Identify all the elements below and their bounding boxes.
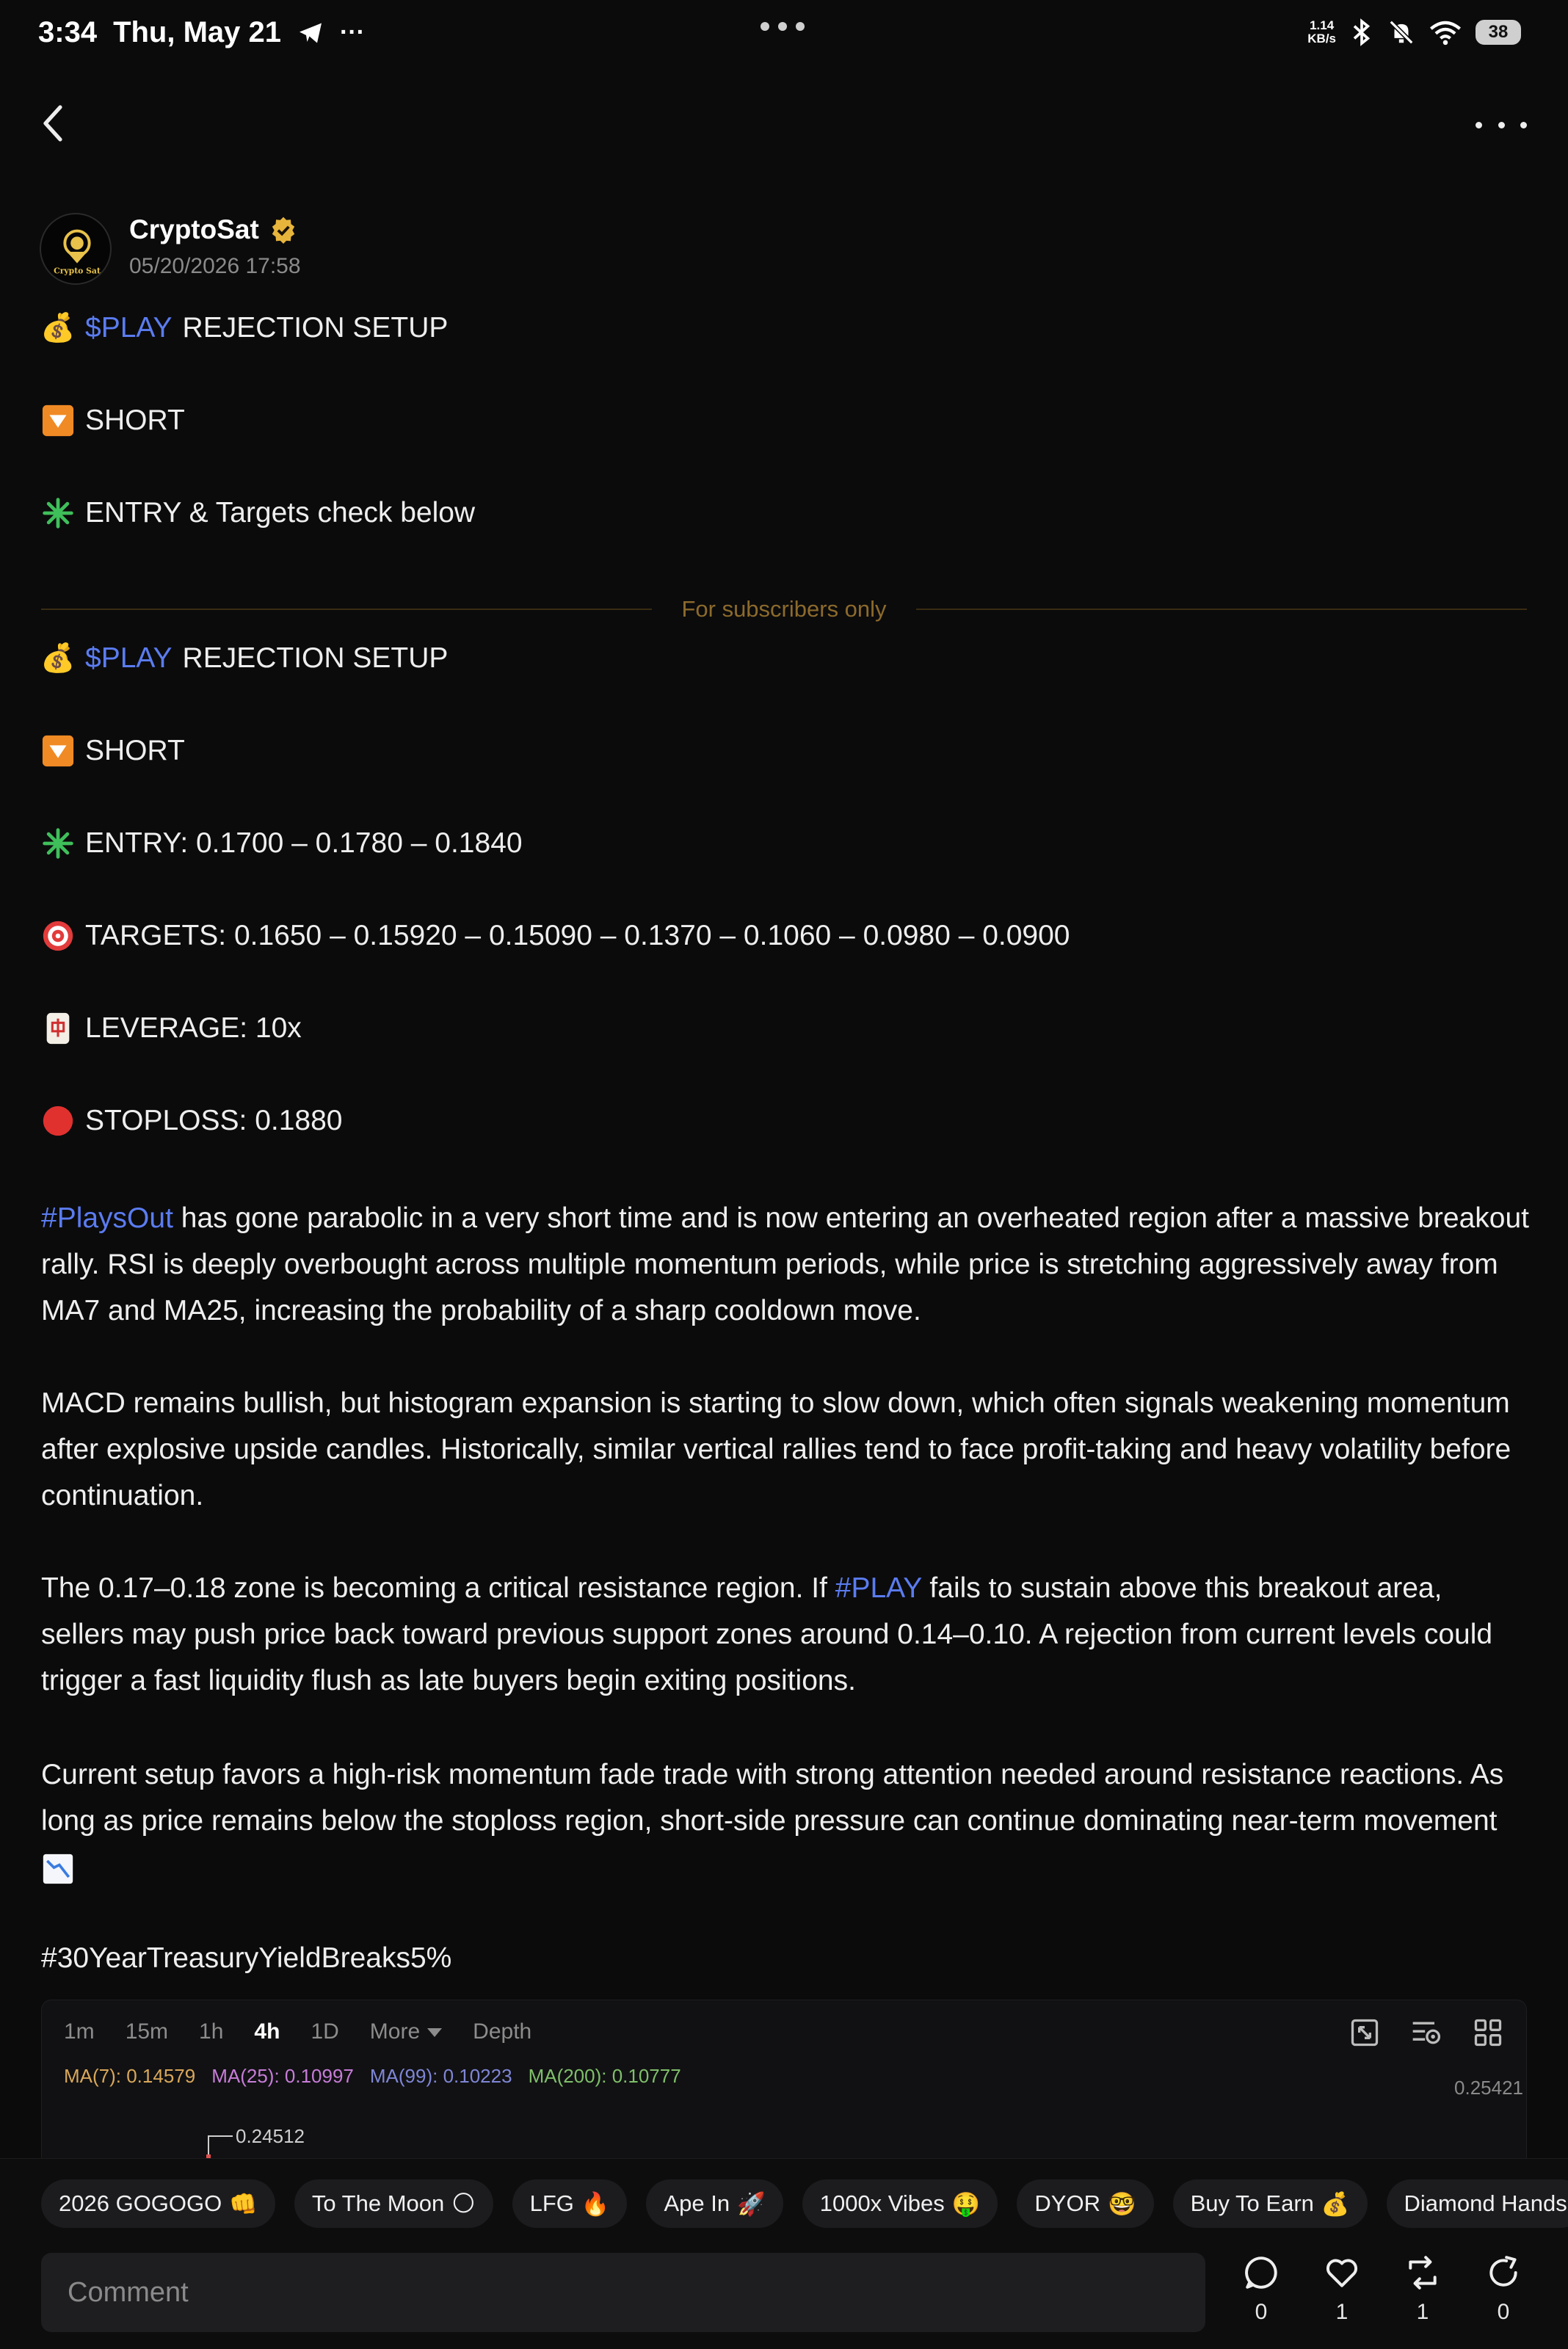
bluetooth-icon (1349, 18, 1374, 47)
ma7-label: MA(7): 0.14579 (64, 2065, 196, 2087)
indicator-settings-icon[interactable] (1410, 2016, 1442, 2049)
caret-down-icon (427, 2028, 442, 2037)
sparkle-icon (41, 496, 75, 530)
more-notifications-icon: ··· (340, 18, 365, 46)
status-right (1307, 18, 1521, 47)
reaction-chip[interactable]: 2026 GOGOGO 👊 (41, 2179, 275, 2228)
tab-depth[interactable]: Depth (473, 2019, 532, 2044)
price-axis-top-label: 0.25421 (1454, 2077, 1523, 2099)
share-icon (1485, 2254, 1522, 2291)
subscribers-divider: For subscribers only (41, 595, 1527, 624)
comment-input-wrapper (41, 2253, 1205, 2332)
comment-button[interactable] (1241, 2254, 1282, 2325)
post-actions (1241, 2254, 1524, 2325)
reaction-chip[interactable]: LFG 🔥 (512, 2179, 628, 2228)
price-chart[interactable] (41, 2000, 1527, 2168)
ma200-label: MA(200): 0.10777 (528, 2065, 681, 2087)
like-count: 1 (1335, 2300, 1349, 2324)
hashtag-link[interactable]: #PlaysOut (41, 1202, 173, 1234)
status-date: Thu, May 21 (113, 16, 282, 48)
like-button[interactable] (1321, 2254, 1362, 2325)
timeframe-bar (64, 2019, 562, 2044)
reaction-chip[interactable]: DYOR 🤓 (1017, 2179, 1153, 2228)
tab-1d[interactable]: 1D (311, 2019, 339, 2044)
reaction-chip[interactable]: Diamond Hands (1387, 2179, 1568, 2228)
red-circle-icon (41, 1104, 75, 1138)
bottom-action-panel (0, 2158, 1568, 2349)
target-icon (41, 919, 75, 953)
detail-line-targets: TARGETS: 0.1650 – 0.15920 – 0.15090 – 0.1370 – 0.1060 – 0.0980 – 0.0900 (41, 919, 1070, 953)
repost-button[interactable] (1402, 2254, 1443, 2325)
mahjong-tile-icon (41, 1012, 75, 1045)
battery-indicator: 38 (1476, 20, 1521, 45)
analysis-paragraph-2: MACD remains bullish, but histogram expansion is starting to slow down, which often signals weakening momentum after explosive upside candles. Historically, similar vertical rallies tend to face profit-taking and heavy volatility before continuation. (41, 1387, 1511, 1511)
telegram-icon (297, 20, 324, 46)
high-price-label: 0.24512 (236, 2125, 305, 2147)
ticker-link[interactable]: $PLAY (85, 312, 173, 344)
reaction-chips (41, 2179, 1568, 2228)
comment-input[interactable] (41, 2253, 1205, 2332)
tab-15m[interactable]: 15m (125, 2019, 169, 2044)
down-arrow-icon (41, 734, 75, 768)
repost-count: 1 (1416, 2300, 1429, 2324)
verified-badge-icon (269, 216, 297, 244)
topic-hashtag[interactable]: #30YearTreasuryYieldBreaks5% (41, 1942, 452, 1974)
post-timestamp: 05/20/2026 17:58 (129, 254, 301, 278)
heart-icon (1324, 2254, 1360, 2291)
intro-line-setup: 💰 $PLAY REJECTION SETUP (40, 312, 449, 344)
reaction-chip[interactable]: 1000x Vibes 🤑 (802, 2179, 998, 2228)
status-bar (0, 0, 1568, 73)
tab-more[interactable]: More (370, 2019, 442, 2044)
detail-line-stoploss: STOPLOSS: 0.1880 (41, 1104, 343, 1138)
analysis-paragraph-3: The 0.17–0.18 zone is becoming a critical resistance region. If #PLAY fails to sustain above this breakout area, sellers may push price back toward previous support zones around 0.14–0.10. A rejection from current levels could trigger a fast liquidity flush as late buyers begin exiting positions. (41, 1572, 1493, 1696)
share-button[interactable] (1483, 2254, 1524, 2325)
ticker-link[interactable]: $PLAY (85, 642, 173, 674)
grid-layout-icon[interactable] (1472, 2016, 1504, 2049)
hashtag-link[interactable]: #PLAY (835, 1572, 922, 1604)
money-bag-icon: 💰 (40, 643, 76, 674)
muted-bell-icon (1387, 18, 1415, 47)
avatar[interactable] (40, 213, 112, 285)
multitask-dots-icon[interactable] (761, 22, 805, 31)
money-bag-icon: 💰 (40, 313, 76, 344)
net-speed: 1.14 KB/s (1307, 18, 1336, 46)
detail-line-entry: ENTRY: 0.1700 – 0.1780 – 0.1840 (41, 827, 523, 860)
intro-line-entry: ENTRY & Targets check below (41, 496, 475, 530)
repost-icon (1404, 2254, 1441, 2291)
author-name[interactable]: CryptoSat (129, 214, 297, 245)
tab-4h[interactable]: 4h (254, 2019, 280, 2044)
chart-toolbar (1349, 2016, 1504, 2049)
share-count: 0 (1497, 2300, 1510, 2324)
reaction-chip[interactable]: Buy To Earn 💰 (1173, 2179, 1368, 2228)
ma99-label: MA(99): 0.10223 (369, 2065, 512, 2087)
sparkle-icon (41, 827, 75, 860)
comment-count: 0 (1255, 2300, 1268, 2324)
intro-line-short: SHORT (41, 404, 185, 438)
chevron-left-icon (38, 103, 68, 144)
moving-average-legend (64, 2065, 681, 2088)
comment-icon (1243, 2254, 1280, 2291)
status-time: 3:34 (38, 16, 98, 48)
tab-1m[interactable]: 1m (64, 2019, 95, 2044)
tab-1h[interactable]: 1h (199, 2019, 224, 2044)
detail-line-leverage: LEVERAGE: 10x (41, 1012, 302, 1045)
ma25-label: MA(25): 0.10997 (211, 2065, 354, 2087)
chart-decreasing-icon (41, 1853, 75, 1885)
reaction-chip[interactable]: To The Moon 🌕 (294, 2179, 493, 2228)
analysis-paragraph-4: Current setup favors a high-risk momentum fade trade with strong attention needed around resistance reactions. As long as price remains below the stoploss region, short-side pressure can continue dominating near-term movement (41, 1751, 1531, 1890)
reaction-chip[interactable]: Ape In 🚀 (646, 2179, 783, 2228)
analysis-paragraph-1: #PlaysOut has gone parabolic in a very short time and is now entering an overheated region after a massive breakout rally. RSI is deeply overbought across multiple momentum periods, while price is stretching aggressively away from MA7 and MA25, increasing the probability of a sharp cooldown move. (41, 1202, 1529, 1326)
svg-text:Crypto Sat: Crypto Sat (54, 266, 101, 276)
detail-line-setup: 💰 $PLAY REJECTION SETUP (40, 642, 449, 674)
more-options-button[interactable] (1476, 110, 1527, 139)
fullscreen-chart-icon[interactable] (1349, 2016, 1381, 2049)
status-left (38, 16, 365, 49)
wifi-icon (1429, 19, 1462, 46)
down-arrow-icon (41, 404, 75, 438)
detail-line-short: SHORT (41, 734, 185, 768)
back-button[interactable] (38, 103, 70, 144)
